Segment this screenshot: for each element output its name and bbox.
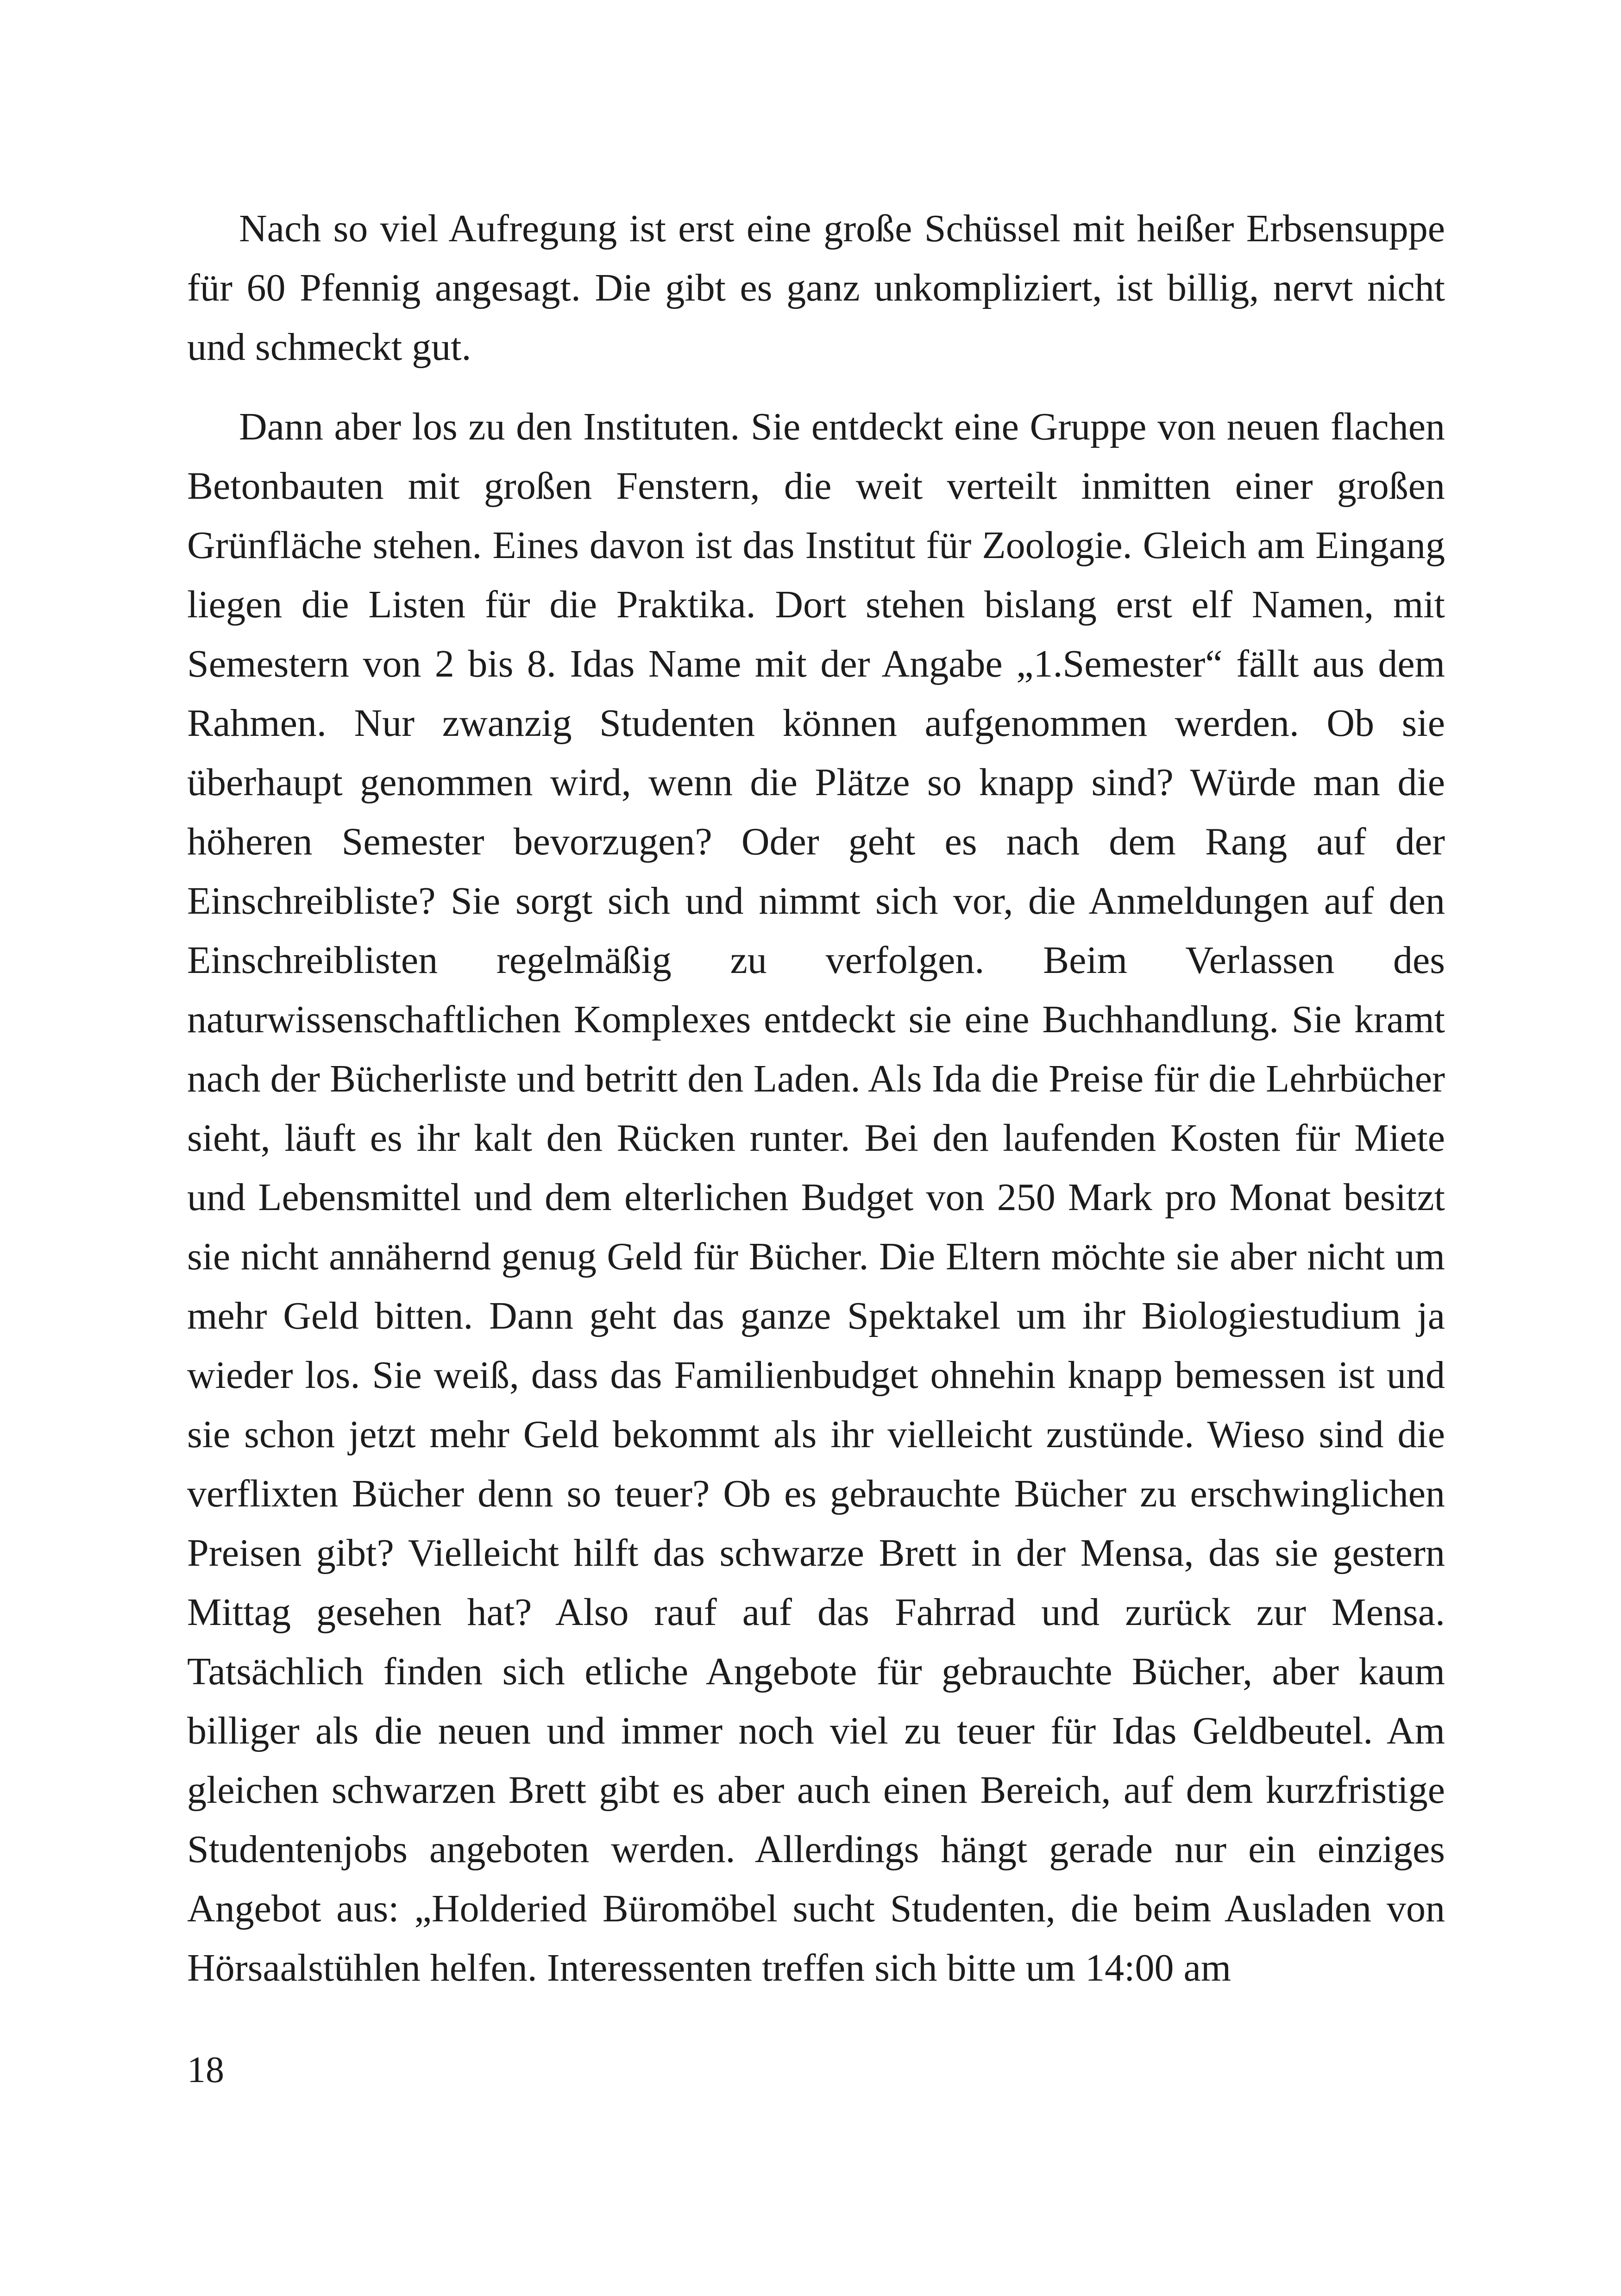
page-number: 18 bbox=[187, 2050, 224, 2090]
body-text bbox=[187, 199, 1445, 1998]
paragraph-2: Dann aber los zu den Instituten. Sie entdeckt eine Gruppe von neuen flachen Betonbauten mit großen Fenstern, die weit verteilt inmitten einer großen Grünfläche stehen. Eines davon ist das Institut für Zoologie. Gleich am Eingang liegen die Listen für die Praktika. Dort stehen bislang erst elf Namen, mit Semestern von 2 bis 8. Idas Name mit der Angabe „1.Semester“ fällt aus dem Rahmen. Nur zwanzig Studenten können aufgenommen werden. Ob sie überhaupt genommen wird, wenn die Plätze so knapp sind? Würde man die höheren Semester bevorzugen? Oder geht es nach dem Rang auf der Einschreibliste? Sie sorgt sich und nimmt sich vor, die Anmeldungen auf den Einschreiblisten regelmäßig zu verfolgen. Beim Verlassen des naturwissenschaftlichen Komplexes entdeckt sie eine Buchhandlung. Sie kramt nach der Bücherliste und betritt den Laden. Als Ida die Preise für die Lehrbücher sieht, läuft es ihr kalt den Rücken runter. Bei den laufenden Kosten für Miete und Lebensmittel und dem elterlichen Budget von 250 Mark pro Monat besitzt sie nicht annähernd genug Geld für Bücher. Die Eltern möchte sie aber nicht um mehr Geld bitten. Dann geht das ganze Spektakel um ihr Biologiestudium ja wieder los. Sie weiß, dass das Familienbudget ohnehin knapp bemessen ist und sie schon jetzt mehr Geld bekommt als ihr vielleicht zustünde. Wieso sind die verflixten Bücher denn so teuer? Ob es gebrauchte Bücher zu erschwinglichen Preisen gibt? Vielleicht hilft das schwarze Brett in der Mensa, das sie gestern Mittag gesehen hat? Also rauf auf das Fahrrad und zurück zur Mensa. Tatsächlich finden sich etliche Angebote für gebrauchte Bücher, aber kaum billiger als die neuen und immer noch viel zu teuer für Idas Geldbeutel. Am gleichen schwarzen Brett gibt es aber auch einen Bereich, auf dem kurzfristige Studentenjobs angeboten werden. Allerdings hängt gerade nur ein einziges Angebot aus: „Holderied Büromöbel sucht Studenten, die beim Ausladen von Hörsaalstühlen helfen. Interessenten treffen sich bitte um 14:00 am bbox=[187, 405, 1445, 1989]
paragraph-1: Nach so viel Aufregung ist erst eine große Schüssel mit heißer Erbsensuppe für 60 Pfennig angesagt. Die gibt es ganz unkompliziert, ist billig, nervt nicht und schmeckt gut. bbox=[187, 207, 1445, 369]
